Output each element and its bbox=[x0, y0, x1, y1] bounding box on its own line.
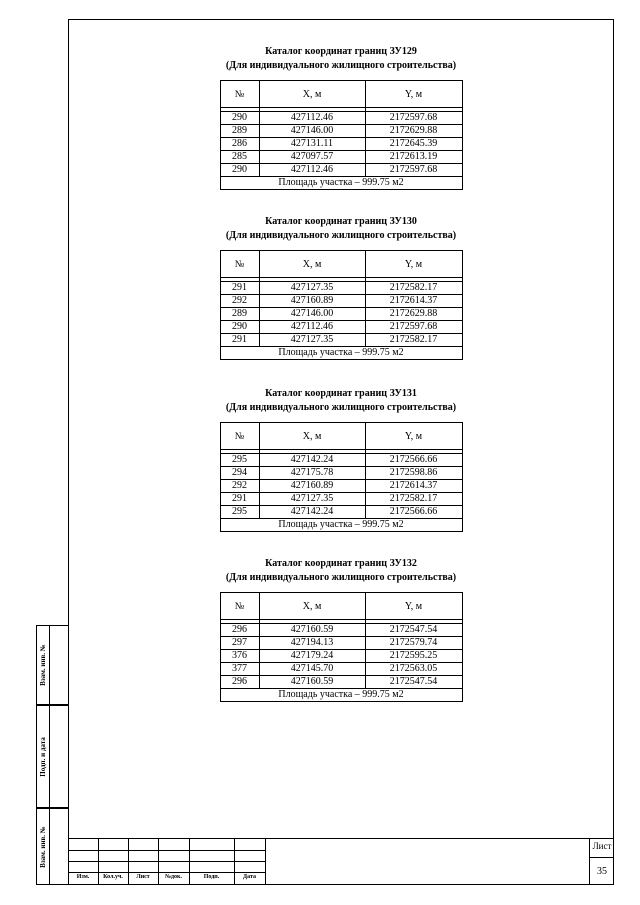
table-row bbox=[220, 164, 462, 177]
table-cell: 2172597.68 bbox=[365, 112, 462, 125]
table-cell: 427146.00 bbox=[259, 125, 365, 138]
table-cell: 2172614.37 bbox=[365, 480, 462, 493]
table-row bbox=[220, 454, 462, 467]
table-cell: 294 bbox=[220, 467, 259, 480]
table-row bbox=[220, 282, 462, 295]
table-cell: 2172597.68 bbox=[365, 321, 462, 334]
table-row bbox=[220, 125, 462, 138]
table-row bbox=[220, 138, 462, 151]
catalog-title: Каталог координат границ ЗУ129 bbox=[265, 46, 417, 57]
coordinates-table bbox=[220, 80, 463, 190]
column-header: № bbox=[220, 423, 259, 450]
table-cell: 427142.24 bbox=[259, 506, 365, 519]
table-cell: 2172629.88 bbox=[365, 125, 462, 138]
table-cell: 427112.46 bbox=[259, 112, 365, 125]
table-cell: 2172582.17 bbox=[365, 282, 462, 295]
table-cell: 427145.70 bbox=[259, 663, 365, 676]
table-cell: 427146.00 bbox=[259, 308, 365, 321]
table-cell: 427160.89 bbox=[259, 480, 365, 493]
table-cell: 427142.24 bbox=[259, 454, 365, 467]
table-cell: 289 bbox=[220, 308, 259, 321]
table-cell: 2172582.17 bbox=[365, 493, 462, 506]
side-label: Подп. и дата bbox=[39, 736, 47, 777]
stamp-caption-change: Изм. bbox=[76, 874, 90, 880]
table-row bbox=[220, 637, 462, 650]
table-cell: 291 bbox=[220, 282, 259, 295]
table-cell: 2172582.17 bbox=[365, 334, 462, 347]
table-row bbox=[220, 334, 462, 347]
sheet-number-box bbox=[589, 838, 614, 885]
table-cell: 295 bbox=[220, 506, 259, 519]
column-header: X, м bbox=[259, 593, 365, 620]
table-cell: 427112.46 bbox=[259, 164, 365, 177]
catalog-block bbox=[68, 557, 614, 702]
table-cell: 2172547.54 bbox=[365, 624, 462, 637]
coordinates-table bbox=[220, 250, 463, 360]
table-cell: 427160.59 bbox=[259, 676, 365, 689]
column-header: X, м bbox=[259, 251, 365, 278]
table-cell: 427160.59 bbox=[259, 624, 365, 637]
table-cell: 427127.35 bbox=[259, 334, 365, 347]
table-cell: 286 bbox=[220, 138, 259, 151]
table-cell: 2172563.05 bbox=[365, 663, 462, 676]
table-cell: 427097.57 bbox=[259, 151, 365, 164]
table-cell: 2172629.88 bbox=[365, 308, 462, 321]
stamp-caption-doc-no: №док. bbox=[164, 874, 183, 880]
catalog-subtitle: (Для индивидуального жилищного строительства) bbox=[225, 402, 457, 413]
column-header: Y, м bbox=[365, 251, 462, 278]
table-cell: 2172566.66 bbox=[365, 506, 462, 519]
table-cell: 297 bbox=[220, 637, 259, 650]
stamp-caption-signature: Подп. bbox=[203, 874, 220, 880]
table-row bbox=[220, 151, 462, 164]
table-row bbox=[220, 506, 462, 519]
table-cell: 291 bbox=[220, 334, 259, 347]
catalog-block bbox=[68, 387, 614, 532]
table-cell: 292 bbox=[220, 295, 259, 308]
table-row bbox=[220, 321, 462, 334]
column-header: Y, м bbox=[365, 81, 462, 108]
table-cell: 289 bbox=[220, 125, 259, 138]
table-row bbox=[220, 663, 462, 676]
table-cell: 427127.35 bbox=[259, 282, 365, 295]
column-header: № bbox=[220, 81, 259, 108]
catalog-title: Каталог координат границ ЗУ132 bbox=[265, 558, 417, 569]
coordinates-table bbox=[220, 592, 463, 702]
table-row bbox=[220, 480, 462, 493]
table-row bbox=[220, 295, 462, 308]
area-cell: Площадь участка – 999.75 м2 bbox=[220, 689, 462, 702]
table-cell: 2172547.54 bbox=[365, 676, 462, 689]
area-cell: Площадь участка – 999.75 м2 bbox=[220, 347, 462, 360]
catalog-block bbox=[68, 45, 614, 190]
table-row bbox=[220, 308, 462, 321]
table-cell: 296 bbox=[220, 624, 259, 637]
table-cell: 2172597.68 bbox=[365, 164, 462, 177]
table-cell: 377 bbox=[220, 663, 259, 676]
catalog-subtitle: (Для индивидуального жилищного строительства) bbox=[225, 572, 457, 583]
table-cell: 290 bbox=[220, 164, 259, 177]
table-row bbox=[220, 493, 462, 506]
table-cell: 427160.89 bbox=[259, 295, 365, 308]
table-cell: 427179.24 bbox=[259, 650, 365, 663]
table-cell: 2172595.25 bbox=[365, 650, 462, 663]
sheet-label: Лист bbox=[592, 841, 612, 851]
column-header: Y, м bbox=[365, 593, 462, 620]
table-row bbox=[220, 650, 462, 663]
table-cell: 290 bbox=[220, 321, 259, 334]
table-cell: 427131.11 bbox=[259, 138, 365, 151]
table-cell: 2172614.37 bbox=[365, 295, 462, 308]
side-strip-signature-date bbox=[36, 705, 68, 808]
table-cell: 2172579.74 bbox=[365, 637, 462, 650]
stamp-caption-count: Кол.уч. bbox=[103, 874, 123, 880]
column-header: № bbox=[220, 593, 259, 620]
catalog-block bbox=[68, 215, 614, 360]
table-cell: 427112.46 bbox=[259, 321, 365, 334]
catalog-subtitle: (Для индивидуального жилищного строительства) bbox=[225, 60, 457, 71]
area-cell: Площадь участка – 999.75 м2 bbox=[220, 177, 462, 190]
title-block bbox=[68, 838, 614, 885]
table-cell: 2172598.86 bbox=[365, 467, 462, 480]
table-row bbox=[220, 624, 462, 637]
table-cell: 295 bbox=[220, 454, 259, 467]
column-header: X, м bbox=[259, 81, 365, 108]
table-cell: 2172566.66 bbox=[365, 454, 462, 467]
stamp-caption-sheet: Лист bbox=[136, 874, 150, 880]
catalog-title: Каталог координат границ ЗУ131 bbox=[265, 388, 417, 399]
area-cell: Площадь участка – 999.75 м2 bbox=[220, 519, 462, 532]
sheet-number: 35 bbox=[597, 866, 607, 877]
catalog-title: Каталог координат границ ЗУ130 bbox=[265, 216, 417, 227]
side-strip-inv-no bbox=[36, 808, 68, 885]
table-cell: 427194.13 bbox=[259, 637, 365, 650]
side-label: Взам. инв. № bbox=[39, 644, 47, 686]
table-row bbox=[220, 112, 462, 125]
table-cell: 292 bbox=[220, 480, 259, 493]
table-cell: 2172613.19 bbox=[365, 151, 462, 164]
table-cell: 427175.78 bbox=[259, 467, 365, 480]
table-row bbox=[220, 676, 462, 689]
catalog-subtitle: (Для индивидуального жилищного строительства) bbox=[225, 230, 457, 241]
table-row bbox=[220, 467, 462, 480]
side-strip-replace-inv bbox=[36, 625, 68, 705]
table-cell: 291 bbox=[220, 493, 259, 506]
table-cell: 376 bbox=[220, 650, 259, 663]
stamp-caption-date: Дата bbox=[243, 874, 256, 880]
table-cell: 285 bbox=[220, 151, 259, 164]
column-header: № bbox=[220, 251, 259, 278]
side-label: Взам. инв. № bbox=[39, 825, 47, 868]
table-cell: 2172645.39 bbox=[365, 138, 462, 151]
column-header: Y, м bbox=[365, 423, 462, 450]
table-cell: 427127.35 bbox=[259, 493, 365, 506]
coordinates-table bbox=[220, 422, 463, 532]
table-cell: 296 bbox=[220, 676, 259, 689]
column-header: X, м bbox=[259, 423, 365, 450]
table-cell: 290 bbox=[220, 112, 259, 125]
